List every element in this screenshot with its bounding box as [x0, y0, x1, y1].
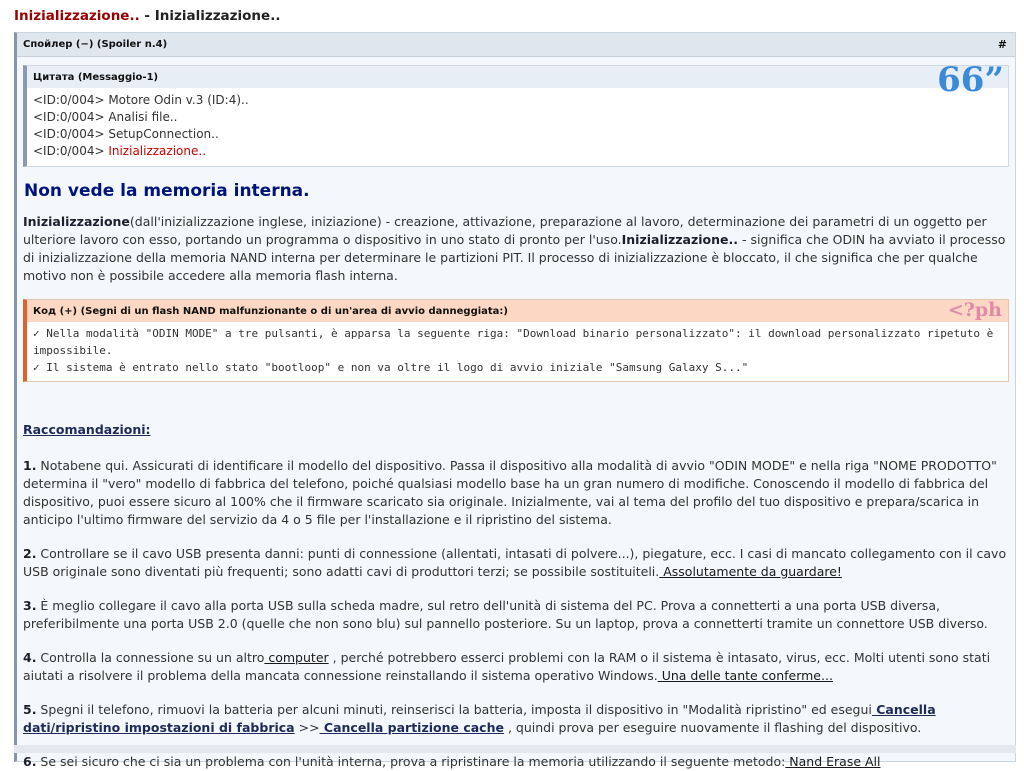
spoiler-container [14, 32, 1016, 769]
code-line: ✓ Nella modalità "ODIN MODE" a tre pulsanti, è apparsa la seguente riga: "Download binario personalizzato": il download personalizzato ripetuto è impossibile. [33, 327, 994, 357]
recommendation-item-6 [23, 753, 1009, 771]
quote-line [33, 143, 1002, 160]
recommendation-item-1 [23, 457, 1009, 529]
spoiler-anchor-link[interactable]: # [997, 38, 1007, 51]
intro-text-1: (dall'inizializzazione inglese, iniziazione) - creazione, attivazione, preparazione al lavoro, determinazione dei parametri di un oggetto per ulteriore lavoro con esso, portando un programma o dispositivo in uno stato di pronto per l'uso. [23, 214, 987, 247]
code-block [23, 299, 1009, 382]
item-number: 5. [23, 702, 37, 717]
post-title-subtitle: Inizializzazione.. [154, 8, 281, 24]
code-line: ✓ Il sistema è entrato nello stato "bootloop" e non va oltre il logo di avvio iniziale "Samsung Galaxy S..." [33, 361, 749, 374]
spoiler-label[interactable]: Спойлер (−) (Spoiler n.4) [23, 39, 168, 50]
wipe-data-link[interactable]: Cancella dati/ripristino impostazioni di fabbrica [23, 702, 936, 735]
item-text: Se sei sicuro che ci sia un problema con l'unità interna, prova a ripristinare la memoria utilizzando il seguente metodo: [36, 754, 786, 769]
quote-body [27, 88, 1008, 166]
item-text: , quindi prova per eseguire nuovamente il flashing del dispositivo. [503, 720, 922, 735]
quote-mark-icon: 66” [937, 60, 1004, 100]
item-text: >> [294, 720, 320, 735]
quote-label: Цитата (Messaggio-1) [33, 72, 159, 83]
quote-line: <ID:0/004> Analisi file.. [33, 110, 178, 124]
recommendations-heading: Raccomandazioni: [23, 422, 151, 437]
intro-term-2: Inizializzazione.. [621, 232, 739, 247]
item-number: 3. [23, 598, 37, 613]
post-title-link[interactable]: Inizializzazione.. [14, 8, 140, 24]
nand-erase-link[interactable]: Nand Erase All [785, 754, 881, 769]
computer-link[interactable]: computer [264, 650, 329, 665]
item-text: Controlla la connessione su un altro [36, 650, 265, 665]
item-text: Spegni il telefono, rimuovi la batteria per alcuni minuti, reinserisci la batteria, imposta il dispositivo in "Modalità ripristino" ed esegui [36, 702, 872, 717]
quote-highlight: Inizializzazione.. [108, 144, 207, 158]
item-number: 2. [23, 546, 37, 561]
post-title [0, 0, 1024, 32]
post-title-separator: - [139, 8, 155, 24]
item-number: 4. [23, 650, 37, 665]
wipe-cache-link[interactable]: Cancella partizione cache [319, 720, 504, 735]
intro-text-2: - significa che ODIN ha avviato il processo di inizializzazione della memoria NAND interna per determinare le partizioni PIT. Il processo di inizializzazione è bloccato, il che significa che per qualche motivo non è possibile accedere alla memoria flash interna. [23, 232, 1006, 283]
spoiler-content [17, 57, 1015, 771]
quote-line-prefix: <ID:0/004> [33, 144, 109, 158]
item-number: 1. [23, 458, 37, 473]
item-text: Controllare se il cavo USB presenta danni: punti di connessione (allentati, intasati di polvere...), piegature, ecc. I casi di mancato collegamento con il cavo USB originale sono diventati più frequenti; sono adatti cavi di produttori terzi; se possibile sostituiteli. [23, 546, 1007, 579]
code-body [27, 322, 1008, 381]
item-text: , perché potrebbero esserci problemi con la RAM o il sistema è intasato, virus, ecc. Molti utenti sono stati aiutati a risolvere il problema della mancata connessione reinstallando il sistema operativo Windows. [23, 650, 991, 683]
item-number: 6. [23, 754, 37, 769]
bottom-divider [14, 745, 1016, 753]
item-text: È meglio collegare il cavo alla porta USB sulla scheda madre, sul retro dell'unità di sistema del PC. Prova a connetterti a una porta USB diversa, preferibilmente una porta USB 2.0 (quelle che non sono blu) sul pannello posteriore. Su un laptop, prova a connetterti tramite un connettore USB diverso. [23, 598, 988, 631]
section-heading: Non vede la memoria interna. [24, 181, 310, 201]
confirmations-link[interactable]: Una delle tante conferme... [657, 668, 833, 683]
item-text: Notabene qui. Assicurati di identificare il modello del dispositivo. Passa il dispositivo alla modalità di avvio "ODIN MODE" e nella riga "NOME PRODOTTO" determina il "vero" modello di fabbrica del telefono, poiché qualsiasi modello base ha un gran numero di modifiche. Conoscendo il modello di fabbrica del dispositivo, puoi essere sicuro al 100% che il firmware scaricato sia originale. Inizialmente, vai al tema del profilo del tuo dispositivo e prepara/scarica in anticipo l'ultimo firmware del servizio da 4 o 5 file per l'installazione e il ripristino del sistema. [23, 458, 997, 527]
code-php-icon: <?ph [947, 299, 1002, 321]
recommendation-item-2 [23, 545, 1009, 581]
recommendation-item-5 [23, 701, 1009, 737]
recommendation-item-4 [23, 649, 1009, 685]
quote-block [23, 60, 1009, 167]
spoiler-header[interactable] [17, 33, 1015, 57]
must-see-link[interactable]: Assolutamente da guardare! [659, 564, 842, 579]
quote-line: <ID:0/004> Motore Odin v.3 (ID:4).. [33, 93, 249, 107]
intro-term: Inizializzazione [23, 214, 130, 229]
code-label[interactable]: Код (+) (Segni di un flash NAND malfunzionante o di un'area di avvio danneggiata:) [33, 306, 508, 317]
code-header[interactable] [27, 300, 1008, 322]
recommendation-item-3 [23, 597, 1009, 633]
quote-line: <ID:0/004> SetupConnection.. [33, 127, 219, 141]
intro-paragraph [23, 213, 1009, 285]
